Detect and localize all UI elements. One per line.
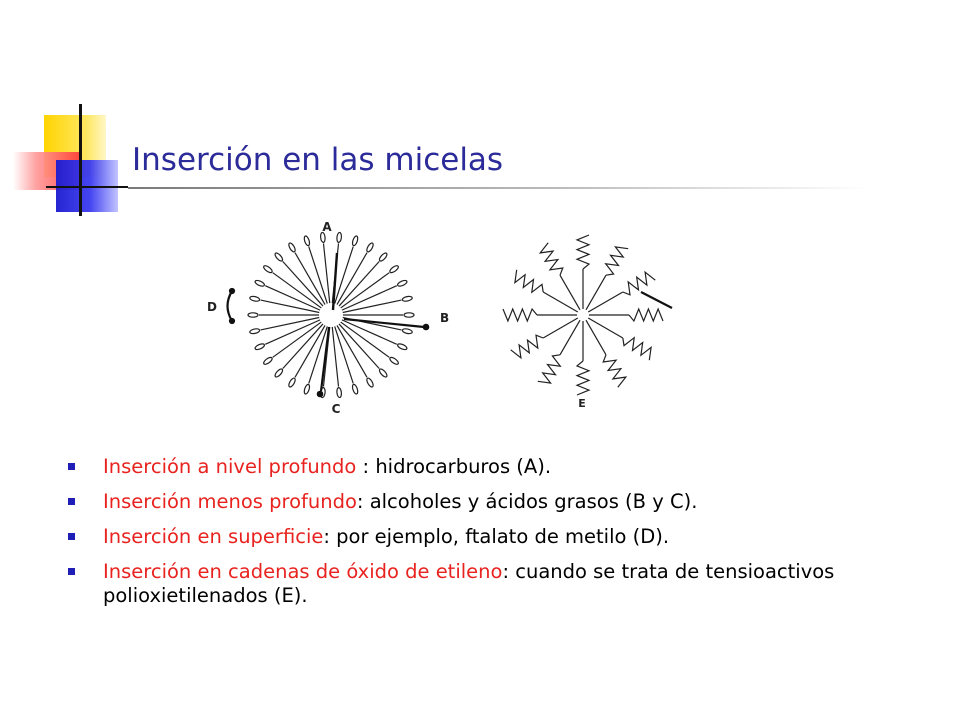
- head-group: [303, 235, 310, 246]
- bullet-item: [68, 490, 908, 514]
- polyoxyethylene-chain: [629, 309, 663, 321]
- spoke-line: [588, 318, 623, 338]
- head-group: [404, 313, 414, 317]
- polyoxyethylene-chain: [540, 243, 563, 275]
- spoke-line: [543, 292, 578, 312]
- molecule-e: [641, 292, 672, 308]
- spoke-line: [586, 275, 606, 310]
- bullet-highlight: Inserción a nivel profundo: [103, 455, 357, 478]
- chain-line: [337, 253, 367, 305]
- label-a: A: [322, 220, 332, 234]
- bullet-item: [68, 455, 908, 479]
- head-group: [389, 356, 400, 365]
- label-c: C: [331, 402, 341, 416]
- polyoxyethylene-chain: [577, 361, 589, 395]
- bullet-list: [68, 455, 908, 619]
- head-group: [303, 384, 310, 395]
- polyoxyethylene-chain: [623, 272, 655, 295]
- head-group: [397, 279, 408, 287]
- bullet-item: [68, 525, 908, 549]
- bullet-square-icon: [68, 463, 75, 470]
- polyoxyethylene-chain: [577, 235, 589, 269]
- polyoxyethylene-chain: [538, 355, 561, 383]
- deco-vertical-line: [79, 104, 82, 216]
- bullet-text: : cuando se trata de tensioactivos polioxietilenados (E).: [103, 560, 835, 607]
- head-group: [389, 264, 400, 273]
- bullet-highlight: Inserción en cadenas de óxido de etileno: [103, 560, 503, 583]
- head-group: [351, 384, 358, 395]
- polyoxyethylene-chain: [515, 270, 543, 293]
- head-group: [254, 279, 265, 287]
- head-group: [366, 242, 375, 253]
- head-group: [402, 328, 413, 334]
- molecule-b-head: [423, 324, 429, 330]
- spoke-line: [588, 292, 623, 312]
- deco-horizontal-line: [46, 186, 128, 188]
- head-group: [378, 252, 388, 262]
- head-group: [378, 368, 388, 378]
- polyoxyethylene-chain: [606, 247, 629, 275]
- head-group: [274, 368, 284, 378]
- micelle-inserted-molecules: [228, 253, 429, 397]
- bullet-highlight: Inserción menos profundo: [103, 490, 357, 513]
- slide-title: Inserción en las micelas: [132, 142, 504, 178]
- bullet-square-icon: [68, 568, 75, 575]
- label-b: B: [440, 311, 450, 325]
- polyoxyethylene-chain: [603, 355, 626, 387]
- label-e: E: [578, 397, 586, 410]
- spoke-line: [543, 318, 578, 338]
- head-group: [288, 242, 297, 253]
- bullet-highlight: Inserción en superficie: [103, 525, 324, 548]
- molecule-c-head: [317, 391, 323, 397]
- bullet-text: : hidrocarburos (A).: [356, 455, 552, 478]
- head-group: [249, 328, 260, 334]
- head-group: [336, 387, 341, 397]
- spoke-line: [586, 320, 606, 355]
- polyoxyethylene-chain: [503, 309, 537, 321]
- molecule-d-tail: [229, 318, 234, 323]
- head-group: [351, 235, 358, 246]
- micelle-spherical: [248, 232, 414, 398]
- title-underline: [128, 187, 868, 189]
- bullet-text: : por ejemplo, ftalato de metilo (D).: [323, 525, 670, 548]
- spoke-line: [560, 320, 580, 355]
- chain-line: [295, 325, 325, 377]
- molecule-d-head: [229, 288, 234, 293]
- chain-line: [295, 253, 325, 305]
- head-group: [402, 296, 413, 302]
- chain-line: [337, 325, 367, 377]
- head-group: [249, 296, 260, 302]
- label-d: D: [207, 300, 217, 314]
- head-group: [254, 343, 265, 351]
- polyoxyethylene-chain: [623, 338, 651, 361]
- bullet-square-icon: [68, 498, 75, 505]
- head-group: [248, 313, 258, 317]
- bullet-text: : alcoholes y ácidos grasos (B y C).: [356, 490, 698, 513]
- molecule-d: [228, 291, 233, 321]
- micelle-figure: [196, 215, 696, 420]
- head-group: [288, 377, 297, 388]
- head-group: [263, 264, 274, 273]
- head-group: [397, 343, 408, 351]
- head-group: [366, 377, 375, 388]
- head-group: [263, 356, 274, 365]
- spoke-line: [560, 275, 580, 310]
- polyoxyethylene-chain: [511, 335, 543, 358]
- head-group: [336, 232, 341, 242]
- molecule-c: [321, 327, 329, 391]
- head-group: [274, 252, 284, 262]
- bullet-square-icon: [68, 533, 75, 540]
- micelle-polyoxyethylene: [503, 235, 672, 395]
- bullet-item: [68, 560, 908, 608]
